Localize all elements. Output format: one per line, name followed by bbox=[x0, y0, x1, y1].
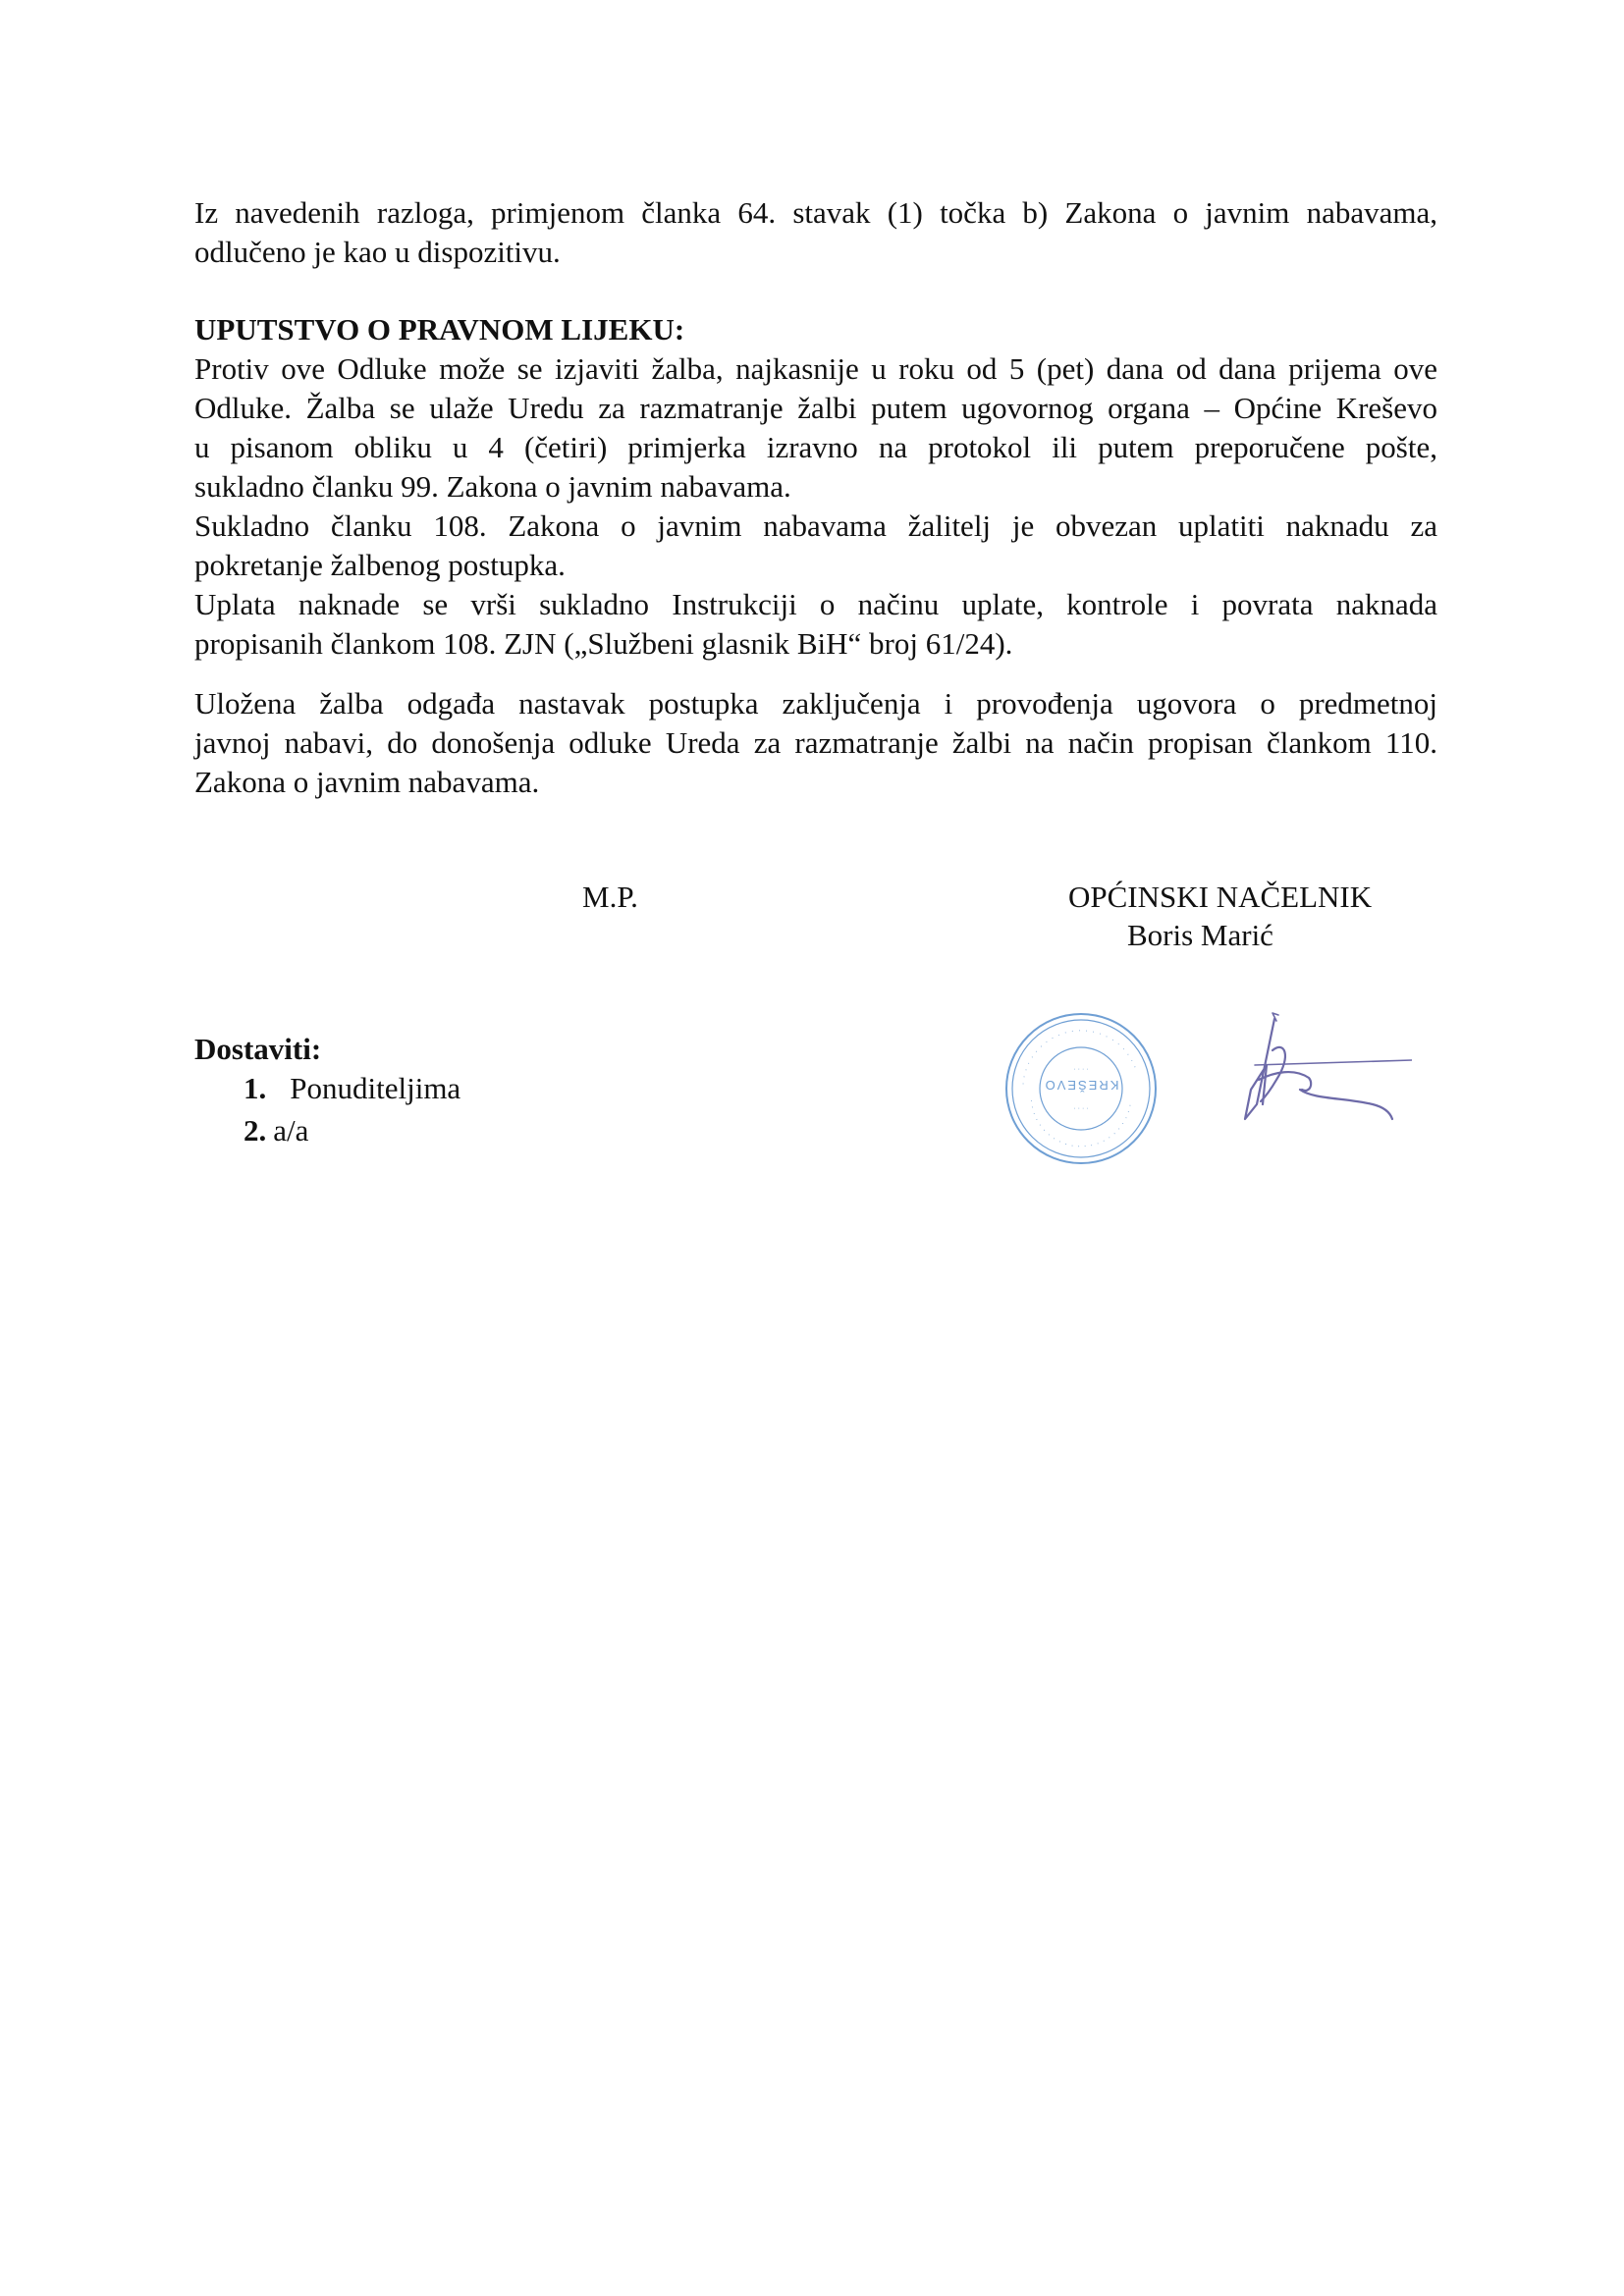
svg-text:· · · · · · · · · · · · · · ·: · · · · · · · · · · · · · · · · · · · · · · · bbox=[1018, 1025, 1141, 1086]
list-item-number: 2. bbox=[244, 1113, 267, 1148]
signatory-name: Boris Marić bbox=[1127, 918, 1273, 952]
stamp-place-mark: M.P. bbox=[582, 880, 638, 914]
svg-text:· · · ·: · · · · bbox=[1073, 1066, 1089, 1073]
intro-paragraph bbox=[194, 193, 1437, 272]
list-item-text: Ponuditeljima bbox=[290, 1071, 461, 1105]
legal-remedy-line: u pisanom obliku u 4 (četiri) primjerka izravno na protokol ili putem preporučene pošte, bbox=[194, 430, 1437, 464]
svg-text:KREŠEVO: KREŠEVO bbox=[1043, 1078, 1119, 1093]
legal-remedy-line: pokretanje žalbenog postupka. bbox=[194, 548, 566, 582]
list-item-text: a/a bbox=[273, 1113, 309, 1148]
appeal-effect-line: Zakona o javnim nabavama. bbox=[194, 765, 540, 799]
legal-remedy-line: Sukladno članku 108. Zakona o javnim nabavama žalitelj je obvezan uplatiti naknadu za bbox=[194, 508, 1437, 543]
legal-remedy-line: propisanih člankom 108. ZJN („Službeni glasnik BiH“ broj 61/24). bbox=[194, 626, 1013, 661]
handwritten-signature-icon bbox=[1216, 1011, 1412, 1134]
legal-remedy-line: Protiv ove Odluke može se izjaviti žalba, najkasnije u roku od 5 (pet) dana od dana prijema ove bbox=[194, 351, 1437, 386]
legal-remedy-heading: UPUTSTVO O PRAVNOM LIJEKU: bbox=[194, 312, 685, 347]
appeal-effect-paragraph bbox=[194, 684, 1437, 802]
svg-text:· · · · · · · · · · · · · · ·: · · · · · · · · · · · · · · · · · · · · · · · bbox=[1027, 1098, 1135, 1151]
list-item-number: 1. bbox=[244, 1071, 267, 1105]
legal-remedy-line: sukladno članku 99. Zakona o javnim nabavama. bbox=[194, 469, 791, 504]
intro-line: Iz navedenih razloga, primjenom članka 64. stavak (1) točka b) Zakona o javnim nabavama, bbox=[194, 195, 1437, 230]
official-seal-icon bbox=[1003, 1008, 1159, 1169]
list-item bbox=[244, 1111, 308, 1150]
legal-remedy-line: Uplata naknade se vrši sukladno Instrukciji o načinu uplate, kontrole i povrata naknada bbox=[194, 587, 1437, 621]
appeal-effect-line: javnoj nabavi, do donošenja odluke Ureda za razmatranje žalbi na način propisan člankom 110. bbox=[194, 725, 1437, 760]
legal-remedy-section bbox=[194, 310, 1437, 664]
list-item bbox=[244, 1069, 460, 1108]
signatory-title: OPĆINSKI NAČELNIK bbox=[1068, 880, 1373, 914]
intro-line: odlučeno je kao u dispozitivu. bbox=[194, 235, 561, 269]
svg-text:· · · ·: · · · · bbox=[1073, 1105, 1089, 1112]
delivery-heading: Dostaviti: bbox=[194, 1032, 322, 1066]
appeal-effect-line: Uložena žalba odgađa nastavak postupka zaključenja i provođenja ugovora o predmetnoj bbox=[194, 686, 1437, 721]
legal-remedy-line: Odluke. Žalba se ulaže Uredu za razmatranje žalbi putem ugovornog organa – Općine Kreševo bbox=[194, 391, 1437, 425]
